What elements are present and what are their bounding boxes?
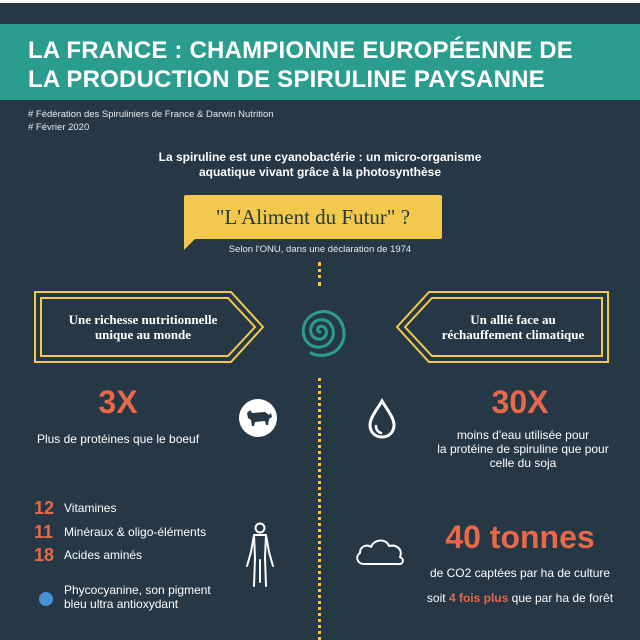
forest-highlight: 4 fois plus bbox=[448, 591, 509, 605]
phycocyanin-dot bbox=[39, 592, 53, 606]
water-caption-line-2: la protéine de spiruline que pour bbox=[437, 442, 609, 456]
forest-prefix: soit bbox=[426, 591, 446, 605]
water-caption-line-1: moins d'eau utilisée pour bbox=[456, 428, 590, 442]
protein-value: 3X bbox=[98, 384, 138, 420]
stat-label: Minéraux & oligo-éléments bbox=[64, 525, 207, 539]
intro-text bbox=[120, 150, 520, 180]
water-caption-line-3: celle du soja bbox=[489, 456, 557, 470]
protein-caption: Plus de protéines que le boeuf bbox=[36, 432, 200, 446]
stat-label: Acides aminés bbox=[64, 548, 143, 562]
title-line-2: LA PRODUCTION DE SPIRULINE PAYSANNE bbox=[28, 66, 545, 93]
phycocyanin-line-1: Phycocyanine, son pigment bbox=[64, 583, 211, 597]
stat-mineraux bbox=[34, 522, 206, 542]
source-line-1: # Fédération des Spiruliniers de France & Darwin Nutrition bbox=[28, 109, 274, 120]
top-rule bbox=[0, 0, 640, 3]
left-heading-line-1: Une richesse nutritionnelle bbox=[68, 312, 218, 327]
water-caption bbox=[418, 428, 628, 470]
stat-acides bbox=[34, 545, 142, 565]
source-credits bbox=[28, 108, 274, 134]
co2-value: 40 tonnes bbox=[445, 519, 595, 555]
spiral-icon bbox=[282, 292, 358, 368]
quote-box bbox=[184, 195, 442, 239]
forest-suffix: que par ha de forêt bbox=[511, 591, 614, 605]
right-heading bbox=[418, 312, 608, 342]
stat-number: 18 bbox=[34, 544, 55, 565]
left-heading-line-2: unique au monde bbox=[94, 327, 192, 342]
cow-icon bbox=[238, 398, 278, 438]
quote-tail bbox=[184, 238, 196, 250]
left-heading bbox=[43, 312, 243, 342]
divider-bottom bbox=[318, 378, 321, 640]
stat-number: 12 bbox=[34, 497, 55, 518]
water-drop-icon bbox=[364, 398, 400, 440]
title-line-1: LA FRANCE : CHAMPIONNE EUROPÉENNE DE bbox=[28, 37, 574, 64]
phycocyanin-text bbox=[64, 583, 211, 611]
cloud-icon bbox=[352, 534, 408, 570]
right-heading-line-1: Un allié face au bbox=[470, 312, 556, 327]
title-banner bbox=[0, 24, 640, 100]
intro-line-2: aquatique vivant grâce à la photosynthèse bbox=[198, 165, 442, 179]
quote-text: "L'Aliment du Futur" ? bbox=[215, 204, 411, 229]
right-heading-line-2: réchauffement climatique bbox=[441, 327, 585, 342]
phycocyanin-line-2: bleu ultra antioxydant bbox=[64, 597, 179, 611]
forest-comparison bbox=[405, 591, 635, 605]
water-value: 30X bbox=[491, 384, 549, 420]
stat-vitamines bbox=[34, 498, 116, 518]
co2-caption: de CO2 captées par ha de culture bbox=[429, 566, 611, 580]
divider-top bbox=[318, 262, 321, 286]
intro-line-1: La spiruline est une cyanobactérie : un micro-organisme bbox=[158, 150, 482, 164]
source-line-2: # Février 2020 bbox=[28, 122, 90, 133]
quote-source: Selon l'ONU, dans une déclaration de 1974 bbox=[228, 244, 412, 255]
stat-number: 11 bbox=[34, 521, 54, 542]
stat-label: Vitamines bbox=[64, 501, 117, 515]
human-body-icon bbox=[240, 522, 280, 590]
